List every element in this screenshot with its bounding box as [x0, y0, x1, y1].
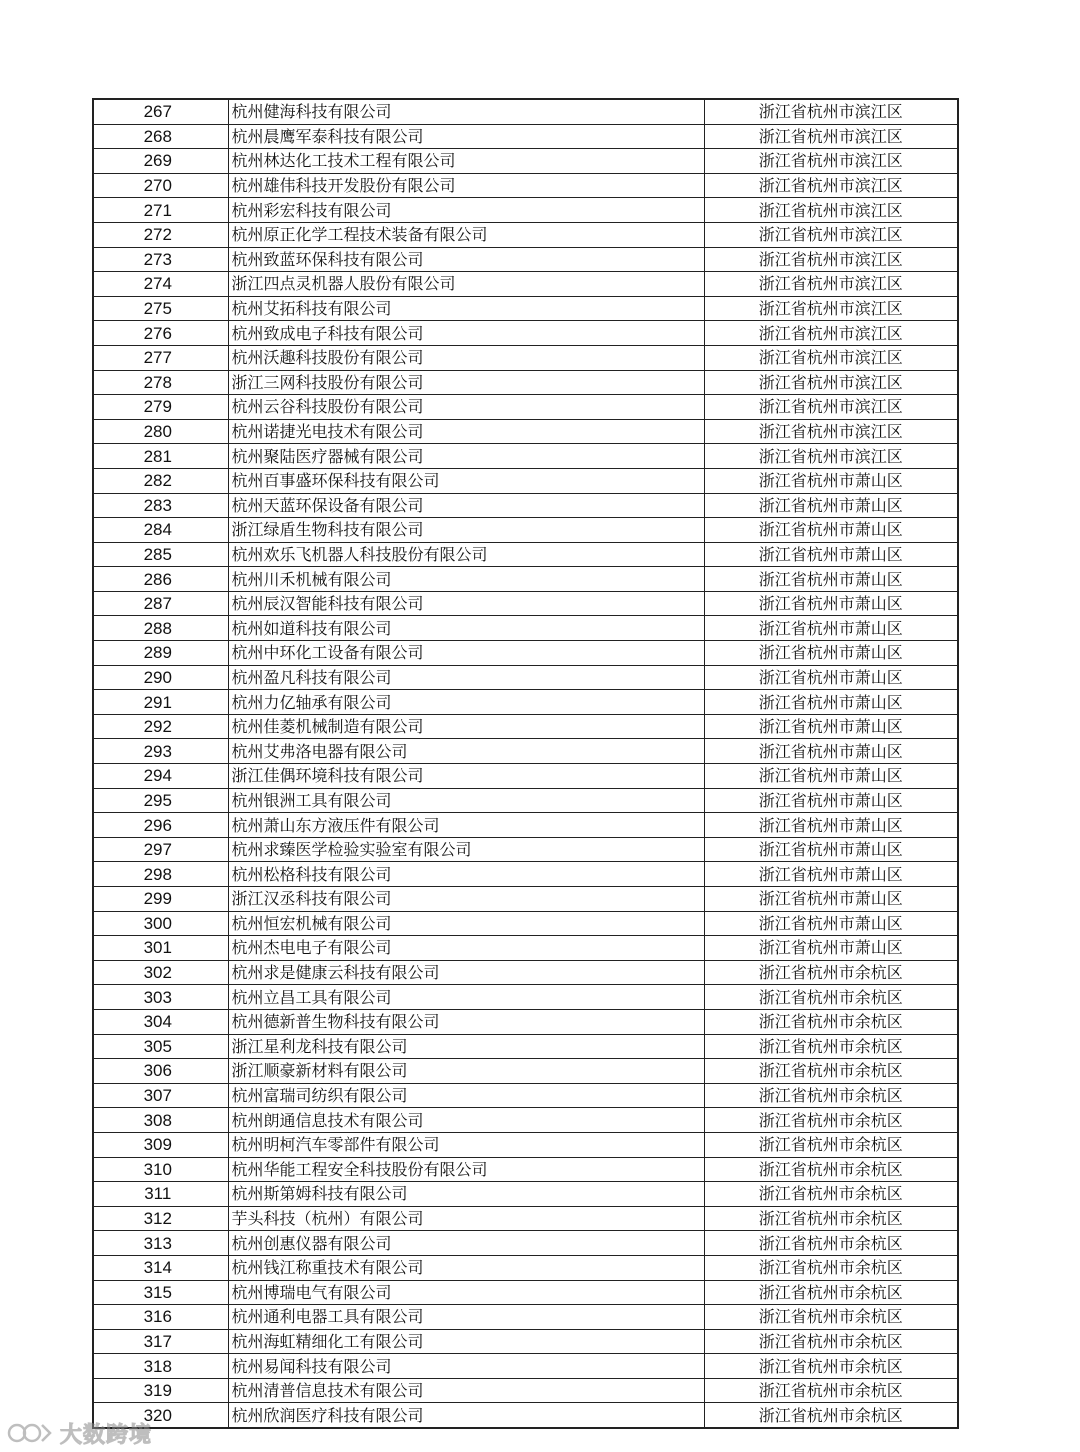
table-row	[93, 1108, 958, 1133]
company-region: 浙江省杭州市滨江区	[704, 345, 958, 370]
table-row	[93, 911, 958, 936]
table-row	[93, 1157, 958, 1182]
company-region: 浙江省杭州市萧山区	[704, 911, 958, 936]
company-name: 杭州盈凡科技有限公司	[228, 665, 704, 690]
row-number: 319	[93, 1378, 228, 1403]
table-row	[93, 1280, 958, 1305]
row-number: 281	[93, 444, 228, 469]
row-number: 271	[93, 198, 228, 223]
company-region: 浙江省杭州市萧山区	[704, 862, 958, 887]
row-number: 307	[93, 1083, 228, 1108]
company-name: 芋头科技（杭州）有限公司	[228, 1206, 704, 1231]
company-name: 杭州海虹精细化工有限公司	[228, 1329, 704, 1354]
table-row	[93, 1132, 958, 1157]
table-row	[93, 321, 958, 346]
company-name: 杭州天蓝环保设备有限公司	[228, 493, 704, 518]
table-row	[93, 862, 958, 887]
company-region: 浙江省杭州市余杭区	[704, 1034, 958, 1059]
row-number: 279	[93, 395, 228, 420]
company-name: 杭州艾弗洛电器有限公司	[228, 739, 704, 764]
row-number: 312	[93, 1206, 228, 1231]
row-number: 283	[93, 493, 228, 518]
table-row	[93, 1378, 958, 1403]
row-number: 286	[93, 567, 228, 592]
table-row	[93, 665, 958, 690]
company-name: 杭州致成电子科技有限公司	[228, 321, 704, 346]
company-region: 浙江省杭州市萧山区	[704, 567, 958, 592]
row-number: 291	[93, 690, 228, 715]
row-number: 274	[93, 272, 228, 297]
table-row	[93, 960, 958, 985]
row-number: 280	[93, 419, 228, 444]
table-row	[93, 813, 958, 838]
row-number: 270	[93, 173, 228, 198]
table-row	[93, 616, 958, 641]
company-name: 杭州百事盛环保科技有限公司	[228, 468, 704, 493]
table-row	[93, 272, 958, 297]
company-region: 浙江省杭州市余杭区	[704, 985, 958, 1010]
company-region: 浙江省杭州市滨江区	[704, 444, 958, 469]
table-row	[93, 247, 958, 272]
company-region: 浙江省杭州市滨江区	[704, 198, 958, 223]
watermark	[6, 1418, 152, 1448]
company-name: 杭州恒宏机械有限公司	[228, 911, 704, 936]
row-number: 313	[93, 1231, 228, 1256]
company-region: 浙江省杭州市余杭区	[704, 1132, 958, 1157]
company-region: 浙江省杭州市滨江区	[704, 395, 958, 420]
table-row	[93, 296, 958, 321]
company-region: 浙江省杭州市萧山区	[704, 493, 958, 518]
table-row	[93, 1231, 958, 1256]
company-name: 杭州朗通信息技术有限公司	[228, 1108, 704, 1133]
row-number: 277	[93, 345, 228, 370]
company-name: 浙江汉丞科技有限公司	[228, 887, 704, 912]
company-region: 浙江省杭州市滨江区	[704, 272, 958, 297]
table-row	[93, 714, 958, 739]
row-number: 316	[93, 1305, 228, 1330]
company-region: 浙江省杭州市萧山区	[704, 788, 958, 813]
company-region: 浙江省杭州市余杭区	[704, 1280, 958, 1305]
table-row	[93, 444, 958, 469]
company-name: 杭州雄伟科技开发股份有限公司	[228, 173, 704, 198]
company-name: 杭州杰电电子有限公司	[228, 936, 704, 961]
company-region: 浙江省杭州市余杭区	[704, 1108, 958, 1133]
company-name: 杭州斯第姆科技有限公司	[228, 1182, 704, 1207]
company-region: 浙江省杭州市余杭区	[704, 1059, 958, 1084]
company-name: 杭州立昌工具有限公司	[228, 985, 704, 1010]
table-row	[93, 985, 958, 1010]
table-row	[93, 887, 958, 912]
row-number: 310	[93, 1157, 228, 1182]
company-name: 杭州富瑞司纺织有限公司	[228, 1083, 704, 1108]
table-row	[93, 493, 958, 518]
company-name: 杭州诺捷光电技术有限公司	[228, 419, 704, 444]
company-region: 浙江省杭州市余杭区	[704, 1206, 958, 1231]
row-number: 289	[93, 641, 228, 666]
company-name: 浙江绿盾生物科技有限公司	[228, 518, 704, 543]
row-number: 302	[93, 960, 228, 985]
row-number: 275	[93, 296, 228, 321]
company-name: 杭州通利电器工具有限公司	[228, 1305, 704, 1330]
table-row	[93, 518, 958, 543]
company-region: 浙江省杭州市滨江区	[704, 321, 958, 346]
row-number: 311	[93, 1182, 228, 1207]
company-region: 浙江省杭州市余杭区	[704, 1354, 958, 1379]
table-row	[93, 1354, 958, 1379]
table-row	[93, 1059, 958, 1084]
table-row	[93, 690, 958, 715]
company-name: 杭州求臻医学检验实验室有限公司	[228, 837, 704, 862]
logo-icon	[6, 1420, 54, 1446]
company-region: 浙江省杭州市滨江区	[704, 222, 958, 247]
table-row	[93, 591, 958, 616]
company-region: 浙江省杭州市滨江区	[704, 149, 958, 174]
table-row	[93, 1305, 958, 1330]
company-region: 浙江省杭州市萧山区	[704, 887, 958, 912]
company-region: 浙江省杭州市萧山区	[704, 468, 958, 493]
company-region: 浙江省杭州市余杭区	[704, 1403, 958, 1428]
company-name: 杭州沃趣科技股份有限公司	[228, 345, 704, 370]
company-name: 杭州中环化工设备有限公司	[228, 641, 704, 666]
company-region: 浙江省杭州市余杭区	[704, 1083, 958, 1108]
table-row	[93, 370, 958, 395]
company-region: 浙江省杭州市余杭区	[704, 960, 958, 985]
table-row	[93, 1182, 958, 1207]
row-number: 300	[93, 911, 228, 936]
table-row	[93, 1329, 958, 1354]
row-number: 318	[93, 1354, 228, 1379]
company-name: 杭州华能工程安全科技股份有限公司	[228, 1157, 704, 1182]
watermark-text: 大数跨境	[60, 1422, 153, 1448]
company-region: 浙江省杭州市余杭区	[704, 1305, 958, 1330]
company-name: 杭州德新普生物科技有限公司	[228, 1009, 704, 1034]
row-number: 268	[93, 124, 228, 149]
table-row	[93, 788, 958, 813]
company-region: 浙江省杭州市萧山区	[704, 518, 958, 543]
company-region: 浙江省杭州市萧山区	[704, 542, 958, 567]
company-name: 杭州川禾机械有限公司	[228, 567, 704, 592]
company-region: 浙江省杭州市滨江区	[704, 173, 958, 198]
table-row	[93, 542, 958, 567]
company-region: 浙江省杭州市萧山区	[704, 690, 958, 715]
company-name: 浙江顺豪新材料有限公司	[228, 1059, 704, 1084]
company-region: 浙江省杭州市萧山区	[704, 714, 958, 739]
row-number: 284	[93, 518, 228, 543]
row-number: 292	[93, 714, 228, 739]
table-row	[93, 345, 958, 370]
company-region: 浙江省杭州市滨江区	[704, 247, 958, 272]
company-region: 浙江省杭州市滨江区	[704, 370, 958, 395]
company-region: 浙江省杭州市萧山区	[704, 764, 958, 789]
row-number: 303	[93, 985, 228, 1010]
company-name: 杭州原正化学工程技术装备有限公司	[228, 222, 704, 247]
company-region: 浙江省杭州市萧山区	[704, 936, 958, 961]
company-region: 浙江省杭州市余杭区	[704, 1231, 958, 1256]
company-name: 杭州博瑞电气有限公司	[228, 1280, 704, 1305]
company-name: 杭州晨鹰军泰科技有限公司	[228, 124, 704, 149]
company-region: 浙江省杭州市余杭区	[704, 1378, 958, 1403]
company-region: 浙江省杭州市余杭区	[704, 1255, 958, 1280]
row-number: 299	[93, 887, 228, 912]
company-name: 杭州健海科技有限公司	[228, 99, 704, 124]
company-region: 浙江省杭州市萧山区	[704, 837, 958, 862]
company-name: 杭州艾拓科技有限公司	[228, 296, 704, 321]
row-number: 267	[93, 99, 228, 124]
table-row	[93, 1083, 958, 1108]
table-row	[93, 222, 958, 247]
company-region: 浙江省杭州市萧山区	[704, 591, 958, 616]
table-row	[93, 395, 958, 420]
company-name: 杭州云谷科技股份有限公司	[228, 395, 704, 420]
company-name: 杭州辰汉智能科技有限公司	[228, 591, 704, 616]
table-row	[93, 739, 958, 764]
table-row	[93, 1255, 958, 1280]
table-row	[93, 567, 958, 592]
table-row	[93, 837, 958, 862]
row-number: 287	[93, 591, 228, 616]
row-number: 320	[93, 1403, 228, 1428]
row-number: 293	[93, 739, 228, 764]
table-row	[93, 1403, 958, 1428]
table-row	[93, 936, 958, 961]
company-region: 浙江省杭州市余杭区	[704, 1329, 958, 1354]
row-number: 308	[93, 1108, 228, 1133]
row-number: 301	[93, 936, 228, 961]
table-row	[93, 468, 958, 493]
company-name: 杭州易闻科技有限公司	[228, 1354, 704, 1379]
table-row	[93, 124, 958, 149]
company-region: 浙江省杭州市余杭区	[704, 1157, 958, 1182]
company-name: 浙江星利龙科技有限公司	[228, 1034, 704, 1059]
row-number: 297	[93, 837, 228, 862]
table-row	[93, 419, 958, 444]
company-table	[92, 98, 959, 1429]
company-region: 浙江省杭州市萧山区	[704, 665, 958, 690]
company-name: 杭州彩宏科技有限公司	[228, 198, 704, 223]
company-name: 浙江四点灵机器人股份有限公司	[228, 272, 704, 297]
company-region: 浙江省杭州市滨江区	[704, 124, 958, 149]
company-region: 浙江省杭州市萧山区	[704, 739, 958, 764]
company-region: 浙江省杭州市余杭区	[704, 1009, 958, 1034]
company-name: 杭州明柯汽车零部件有限公司	[228, 1132, 704, 1157]
company-name: 杭州佳菱机械制造有限公司	[228, 714, 704, 739]
row-number: 298	[93, 862, 228, 887]
company-region: 浙江省杭州市萧山区	[704, 641, 958, 666]
row-number: 306	[93, 1059, 228, 1084]
row-number: 315	[93, 1280, 228, 1305]
row-number: 295	[93, 788, 228, 813]
company-table-body	[93, 99, 958, 1428]
row-number: 278	[93, 370, 228, 395]
row-number: 294	[93, 764, 228, 789]
row-number: 273	[93, 247, 228, 272]
company-name: 杭州林达化工技术工程有限公司	[228, 149, 704, 174]
company-name: 杭州欢乐飞机器人科技股份有限公司	[228, 542, 704, 567]
company-name: 杭州如道科技有限公司	[228, 616, 704, 641]
row-number: 276	[93, 321, 228, 346]
company-name: 杭州聚陆医疗器械有限公司	[228, 444, 704, 469]
company-name: 杭州松格科技有限公司	[228, 862, 704, 887]
table-row	[93, 1206, 958, 1231]
company-name: 杭州力亿轴承有限公司	[228, 690, 704, 715]
row-number: 314	[93, 1255, 228, 1280]
row-number: 296	[93, 813, 228, 838]
company-name: 杭州清普信息技术有限公司	[228, 1378, 704, 1403]
company-region: 浙江省杭州市余杭区	[704, 1182, 958, 1207]
company-region: 浙江省杭州市滨江区	[704, 99, 958, 124]
company-name: 杭州创惠仪器有限公司	[228, 1231, 704, 1256]
table-row	[93, 173, 958, 198]
row-number: 305	[93, 1034, 228, 1059]
row-number: 288	[93, 616, 228, 641]
company-name: 杭州银洲工具有限公司	[228, 788, 704, 813]
table-row	[93, 1009, 958, 1034]
table-row	[93, 198, 958, 223]
row-number: 304	[93, 1009, 228, 1034]
company-region: 浙江省杭州市滨江区	[704, 296, 958, 321]
table-row	[93, 1034, 958, 1059]
company-name: 浙江佳偶环境科技有限公司	[228, 764, 704, 789]
row-number: 269	[93, 149, 228, 174]
row-number: 317	[93, 1329, 228, 1354]
table-row	[93, 641, 958, 666]
company-name: 杭州欣润医疗科技有限公司	[228, 1403, 704, 1428]
row-number: 285	[93, 542, 228, 567]
company-name: 杭州致蓝环保科技有限公司	[228, 247, 704, 272]
row-number: 290	[93, 665, 228, 690]
company-name: 浙江三网科技股份有限公司	[228, 370, 704, 395]
company-region: 浙江省杭州市滨江区	[704, 419, 958, 444]
company-region: 浙江省杭州市萧山区	[704, 616, 958, 641]
table-row	[93, 764, 958, 789]
row-number: 309	[93, 1132, 228, 1157]
table-row	[93, 99, 958, 124]
row-number: 282	[93, 468, 228, 493]
company-name: 杭州求是健康云科技有限公司	[228, 960, 704, 985]
company-name: 杭州萧山东方液压件有限公司	[228, 813, 704, 838]
company-name: 杭州钱江称重技术有限公司	[228, 1255, 704, 1280]
row-number: 272	[93, 222, 228, 247]
company-region: 浙江省杭州市萧山区	[704, 813, 958, 838]
table-row	[93, 149, 958, 174]
